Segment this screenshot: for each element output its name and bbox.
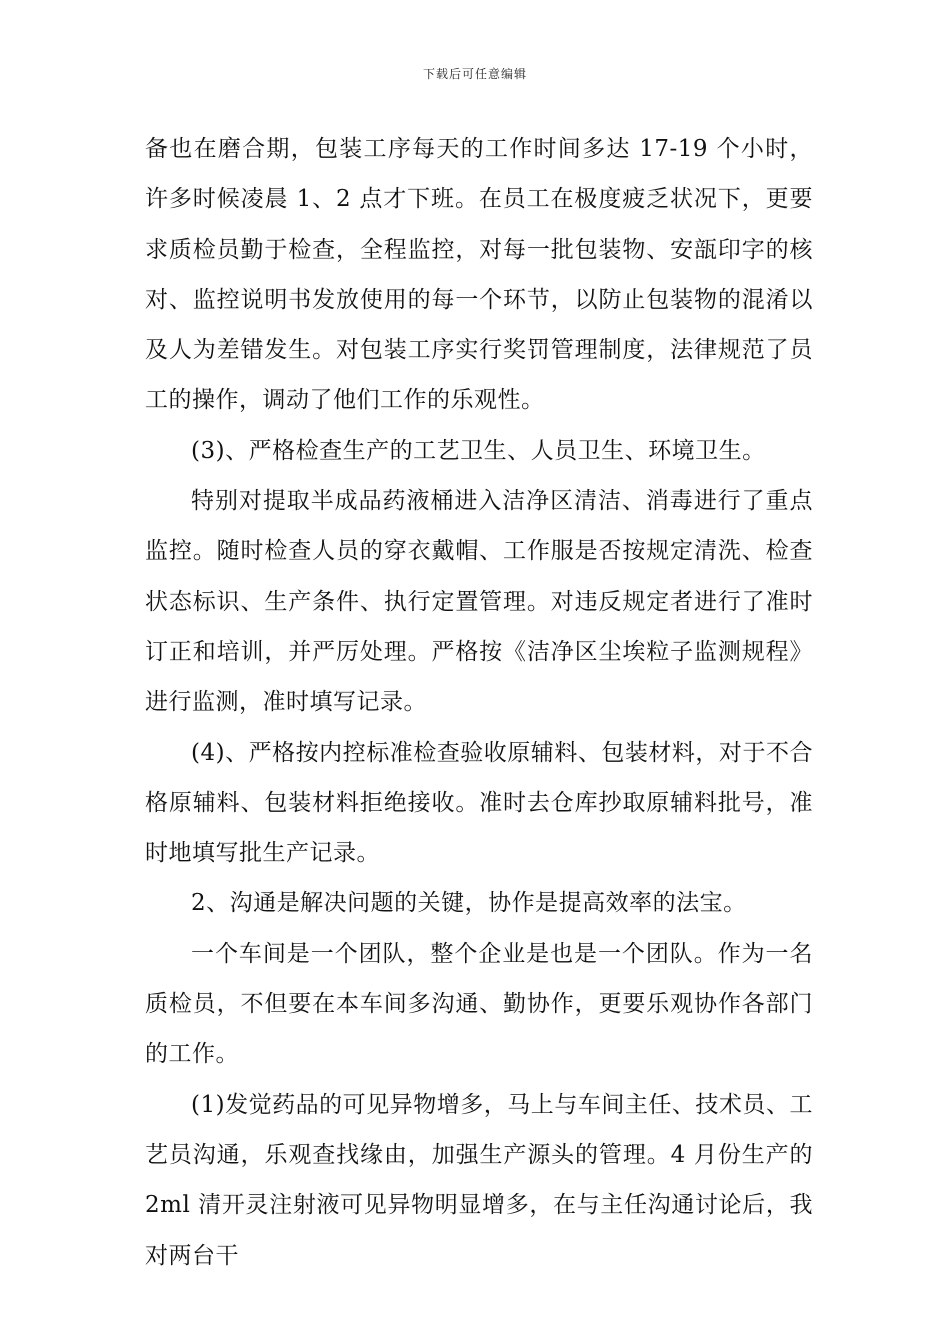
paragraph-3: 特别对提取半成品药液桶进入洁净区清洁、消毒进行了重点监控。随时检查人员的穿衣戴帽、工作服是否按规定清洗、检查状态标识、生产条件、执行定置管理。对违反规定者进行了准时订正和培训，并严厉处理。严格按《洁净区尘埃粒子监测规程》进行监测，准时填写记录。 — [145, 488, 813, 716]
page-header: 下载后可任意编辑 — [422, 67, 527, 81]
paragraph-1: 备也在磨合期，包装工序每天的工作时间多达 17-19 个小时，许多时候凌晨 1、2 点才下班。在员工在极度疲乏状况下，更要求质检员勤于检查，全程监控，对每一批包装物、安瓿印字的核对、监控说明书发放使用的每一个环节，以防止包装物的混淆以及人为差错发生。对包装工序实行奖罚管理制度，法律规范了员工的操作，调动了他们工作的乐观性。 — [145, 136, 813, 414]
paragraph-4: (4)、严格按内控标准检查验收原辅料、包装材料，对于不合格原辅料、包装材料拒绝接收。准时去仓库抄取原辅料批号，准时地填写批生产记录。 — [145, 739, 813, 867]
paragraph-2: (3)、严格检查生产的工艺卫生、人员卫生、环境卫生。 — [191, 437, 766, 464]
document-body — [145, 124, 813, 1281]
paragraph-5: 2、沟通是解决问题的关键，协作是提高效率的法宝。 — [191, 890, 747, 917]
paragraph-6: 一个车间是一个团队，整个企业是也是一个团队。作为一名质检员，不但要在本车间多沟通、勤协作，更要乐观协作各部门的工作。 — [145, 940, 813, 1068]
paragraph-7: (1)发觉药品的可见异物增多，马上与车间主任、技术员、工艺员沟通，乐观查找缘由，加强生产源头的管理。4 月份生产的 2ml 清开灵注射液可见异物明显增多，在与主任沟通讨论后，我对两台干 — [145, 1091, 813, 1269]
